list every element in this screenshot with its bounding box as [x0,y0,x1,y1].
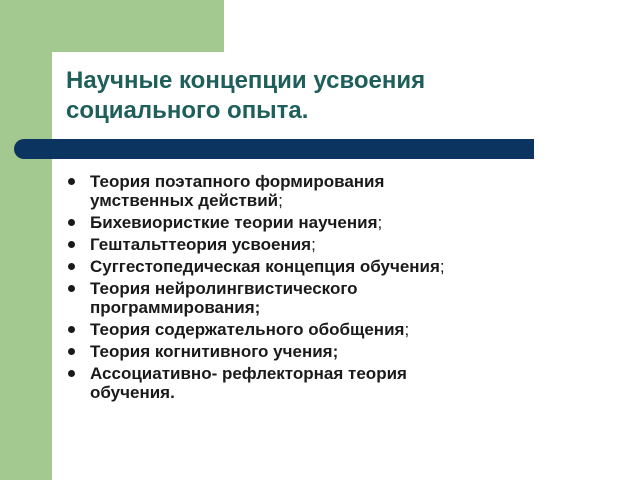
list-item-text: Бихевиористкие теории научения [90,213,378,232]
list-item [68,235,628,254]
list-item-line [90,257,628,276]
list-item [68,320,628,339]
list-item-line [90,235,628,254]
bullet-icon [68,285,75,292]
bullet-icon [68,219,75,226]
divider-bar-cap [534,139,544,159]
list-item-line [90,213,628,232]
bullet-icon [68,370,75,377]
list-item [68,364,628,402]
bullet-icon [68,263,75,270]
list-item-punct: ; [439,257,445,276]
green-accent-left [0,0,52,480]
list-item-text: Гештальттеория усвоения [90,235,312,254]
list-item-line [90,191,628,210]
list-item-punct: ; [311,235,316,254]
list-item-punct: ; [404,320,410,339]
list-item [68,279,628,317]
concept-list [68,172,628,405]
list-item-line [90,320,628,339]
list-item [68,213,628,232]
list-item [68,172,628,210]
slide-title [66,66,586,126]
slide-title-line-1: Научные концепции усвоения [66,67,426,94]
list-item-line: Теория когнитивного учения; [90,342,339,361]
list-item-text: Суггестопедическая концепция обучения [90,257,440,276]
list-item-text: Теория содержательного обобщения [90,320,405,339]
bullet-icon [68,326,75,333]
divider-bar [14,139,534,159]
list-item [68,257,628,276]
slide-title-line-2: социального опыта. [66,97,309,124]
bullet-icon [68,178,75,185]
bullet-icon [68,348,75,355]
list-item-line: Ассоциативно- рефлекторная теория [90,364,407,383]
list-item-line: программирования; [90,298,261,317]
list-item [68,342,628,361]
list-item-line: обучения. [90,383,175,402]
list-item-line: Теория нейролингвистического [90,279,358,298]
list-item-line: Теория поэтапного формирования [90,172,385,191]
list-item-text: умственных действий [90,191,279,210]
list-item-punct: ; [278,191,283,210]
bullet-icon [68,241,75,248]
list-item-punct: ; [377,213,383,232]
